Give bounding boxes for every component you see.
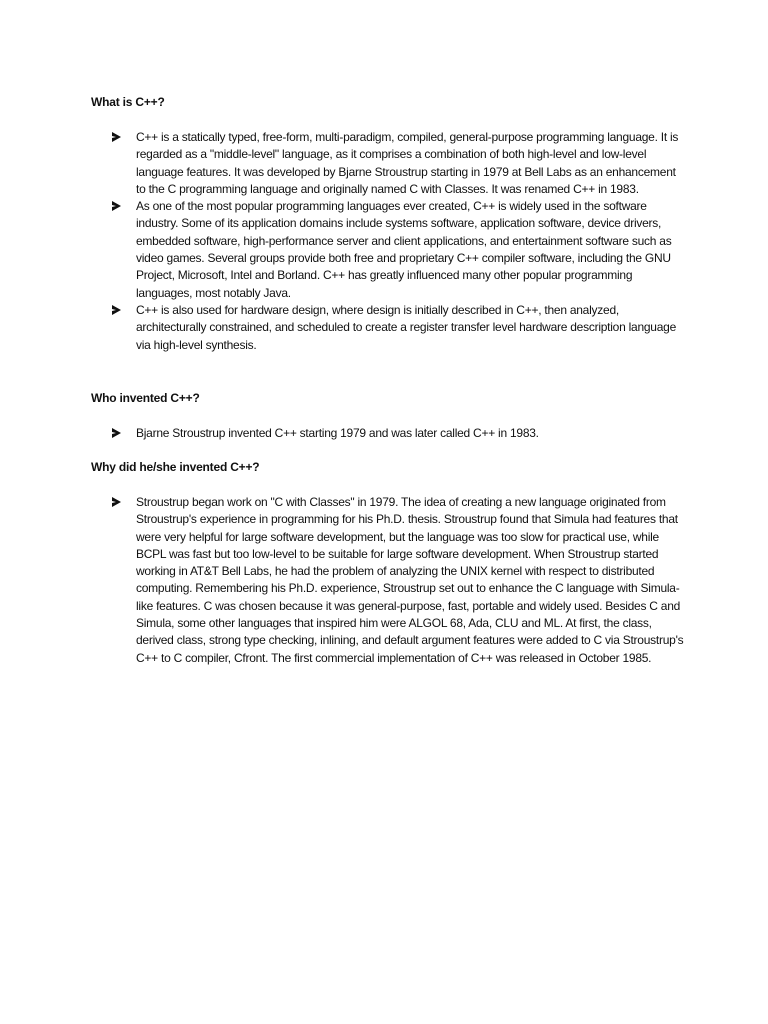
bullet-list-what-is-cpp xyxy=(0,129,768,354)
section-heading-what-is-cpp: What is C++? xyxy=(91,95,165,109)
list-item-text: C++ is a statically typed, free-form, multi-paradigm, compiled, general-purpose programming language. It is regarded as a "middle-level" language, as it comprises a combination of both high-level and low-level language features. It was developed by Bjarne Stroustrup starting in 1979 at Bell Labs as an enhancement to the C programming language and originally named C with Classes. It was renamed C++ in 1983. xyxy=(136,130,679,196)
list-item-text: As one of the most popular programming languages ever created, C++ is widely used in the software industry. Some of its application domains include systems software, application software, device drivers, embedded software, high-performance server and client applications, and entertainment software such as video games. Several groups provide both free and proprietary C++ compiler software, including the GNU Project, Microsoft, Intel and Borland. C++ has greatly influenced many other popular programming languages, most notably Java. xyxy=(136,199,672,300)
list-item xyxy=(0,494,686,667)
arrow-bullet-icon xyxy=(112,305,121,315)
list-item-text: Bjarne Stroustrup invented C++ starting 1979 and was later called C++ in 1983. xyxy=(136,426,539,440)
section-heading-who-invented: Who invented C++? xyxy=(91,391,200,405)
bullet-list-who-invented xyxy=(0,425,768,442)
arrow-bullet-icon xyxy=(112,201,121,211)
section-heading-why-invented: Why did he/she invented C++? xyxy=(91,460,260,474)
arrow-bullet-icon xyxy=(112,428,121,438)
list-item xyxy=(0,198,686,302)
list-item-text: Stroustrup began work on "C with Classes" in 1979. The idea of creating a new language originated from Stroustrup's experience in programming for his Ph.D. thesis. Stroustrup found that Simula had features that were very helpful for large software development, but the language was too slow for practical use, while BCPL was fast but too low-level to be suitable for large software development. When Stroustrup started working in AT&T Bell Labs, he had the problem of analyzing the UNIX kernel with respect to distributed computing. Remembering his Ph.D. experience, Stroustrup set out to enhance the C language with Simula-like features. C was chosen because it was general-purpose, fast, portable and widely used. Besides C and Simula, some other languages that inspired him were ALGOL 68, Ada, CLU and ML. At first, the class, derived class, strong type checking, inlining, and default argument features were added to C via Stroustrup's C++ to C compiler, Cfront. The first commercial implementation of C++ was released in October 1985. xyxy=(136,495,684,665)
list-item xyxy=(0,302,686,354)
list-item-text: C++ is also used for hardware design, where design is initially described in C++, then analyzed, architecturally constrained, and scheduled to create a register transfer level hardware description language via high-level synthesis. xyxy=(136,302,676,352)
arrow-bullet-icon xyxy=(112,132,121,142)
list-item xyxy=(0,129,686,198)
bullet-list-why-invented xyxy=(0,494,768,667)
arrow-bullet-icon xyxy=(112,497,121,507)
list-item xyxy=(0,425,686,442)
